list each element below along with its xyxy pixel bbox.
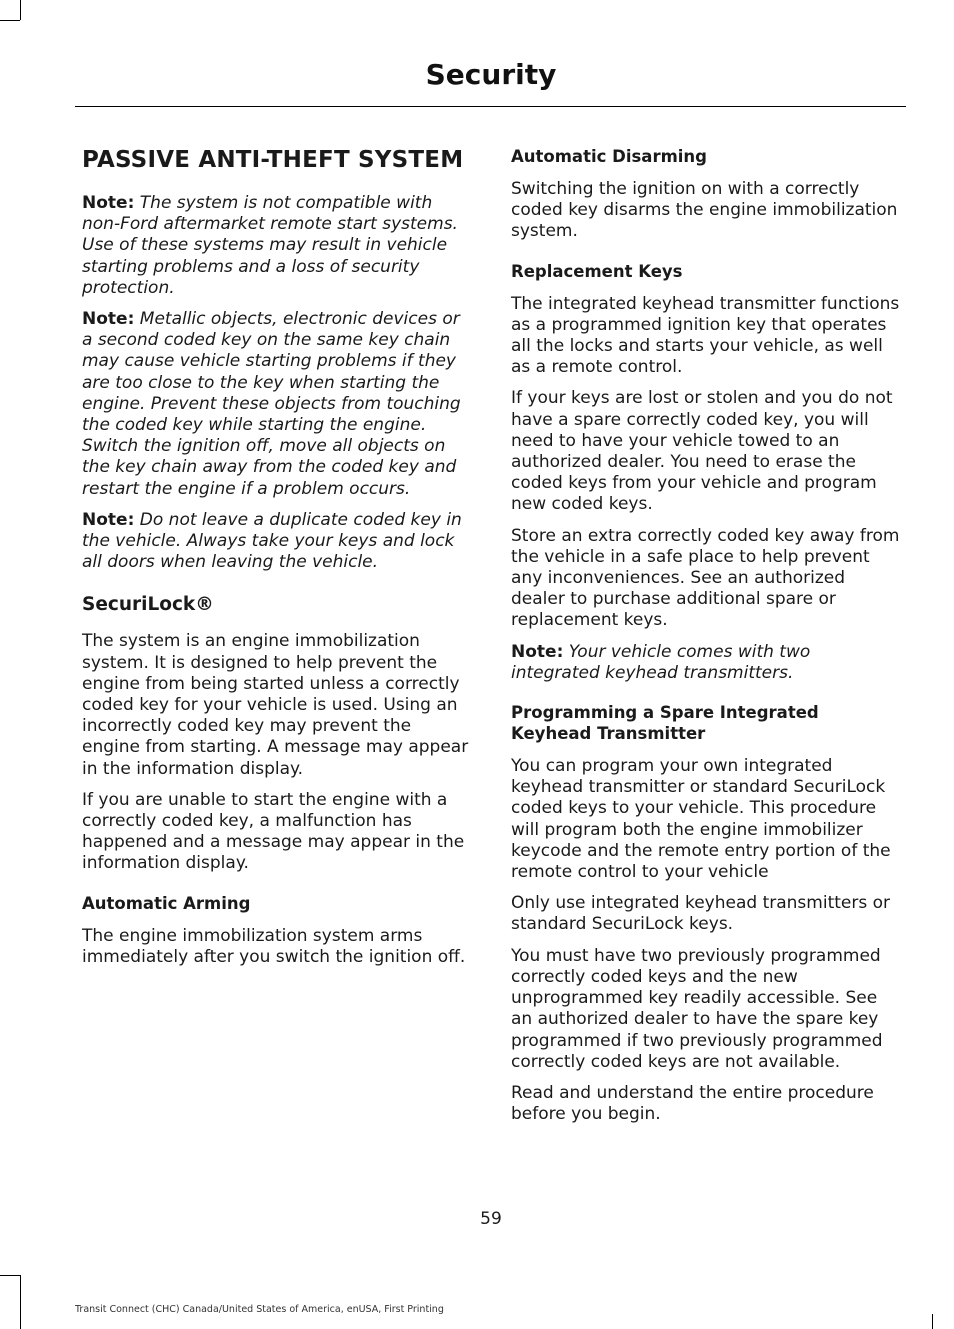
note-text: Your vehicle comes with two integrated keyhead transmitters. <box>511 641 811 683</box>
crop-mark-top-left-v <box>20 0 21 20</box>
left-column <box>82 146 472 978</box>
programming-paragraph-2: Only use integrated keyhead transmitters or standard SecuriLock keys. <box>511 893 890 935</box>
programming-paragraph-3: You must have two previously programmed correctly coded keys and the new unprogrammed key readily accessible. See an authorized dealer to have the spare key programmed if two previously programmed correctly coded keys are not available. <box>511 945 883 1072</box>
page-number: 59 <box>480 1209 502 1229</box>
programming-paragraph-4: Read and understand the entire procedure before you begin. <box>511 1082 874 1125</box>
note-text: Do not leave a duplicate coded key in the vehicle. Always take your keys and lock all doors when leaving the vehicle. <box>82 509 462 573</box>
note-label: Note: <box>82 309 135 330</box>
replacement-keys-paragraph-1: The integrated keyhead transmitter functions as a programmed ignition key that operates all the locks and starts your vehicle, as well as a remote control. <box>511 293 900 378</box>
automatic-arming-paragraph: The engine immobilization system arms immediately after you switch the ignition off. <box>82 925 466 967</box>
note-label: Note: <box>82 509 135 530</box>
securilock-paragraph-1: The system is an engine immobilization system. It is designed to help prevent the engine from being started unless a correctly coded key for your vehicle is used. Using an incorrectly coded key may prevent the engine from starting. A message may appear in the information display. <box>82 631 469 779</box>
programming-paragraph-1: You can program your own integrated keyhead transmitter or standard SecuriLock coded keys to your vehicle. This procedure will program both the engine immobilizer keycode and the remote entry portion of the remote control to your vehicle <box>511 756 891 883</box>
crop-mark-bottom-left-h <box>0 1275 20 1276</box>
replacement-keys-paragraph-3: Store an extra correctly coded key away from the vehicle in a safe place to help prevent any inconveniences. See an authorized dealer to purchase additional spare or replacement keys. <box>511 525 900 631</box>
note-label: Note: <box>511 641 564 662</box>
securilock-heading: SecuriLock® <box>82 594 214 616</box>
section-heading: PASSIVE ANTI-THEFT SYSTEM <box>82 147 464 173</box>
note-duplicate-key <box>82 510 472 574</box>
footer-text: Transit Connect (CHC) Canada/United States of America, enUSA, First Printing <box>75 1304 444 1315</box>
automatic-disarming-heading: Automatic Disarming <box>511 147 707 166</box>
note-label: Note: <box>82 193 135 213</box>
note-two-transmitters <box>511 642 903 684</box>
header-divider <box>75 106 906 107</box>
note-metallic-objects <box>82 309 472 500</box>
note-compatibility <box>82 193 472 299</box>
automatic-disarming-paragraph: Switching the ignition on with a correctly coded key disarms the engine immobilization system. <box>511 179 898 242</box>
note-text: The system is not compatible with non-Ford aftermarket remote start systems. Use of these systems may result in vehicle starting problems and a loss of security protection. <box>82 193 458 298</box>
right-column <box>511 146 903 1135</box>
replacement-keys-heading: Replacement Keys <box>511 261 683 281</box>
securilock-paragraph-2: If you are unable to start the engine with a correctly coded key, a malfunction has happened and a message may appear in the information display. <box>82 789 465 874</box>
crop-mark-top-left-h <box>0 20 20 21</box>
programming-heading: Programming a Spare Integrated Keyhead Transmitter <box>511 703 819 744</box>
crop-mark-bottom-left-v <box>20 1275 21 1329</box>
crop-mark-bottom-right-v <box>932 1314 933 1329</box>
replacement-keys-paragraph-2: If your keys are lost or stolen and you do not have a spare correctly coded key, you will need to have your vehicle towed to an authorized dealer. You need to erase the coded keys from your vehicle and program new coded keys. <box>511 388 893 515</box>
note-text: Metallic objects, electronic devices or a second coded key on the same key chain may cause vehicle starting problems if they are too close to the key when starting the engine. Prevent these objects from touching the coded key while starting the engine. Switch the ignition off, move all objects on the key chain away from the coded key and restart the engine if a problem occurs. <box>82 309 461 499</box>
page-title: Security <box>425 58 557 91</box>
automatic-arming-heading: Automatic Arming <box>82 893 251 913</box>
